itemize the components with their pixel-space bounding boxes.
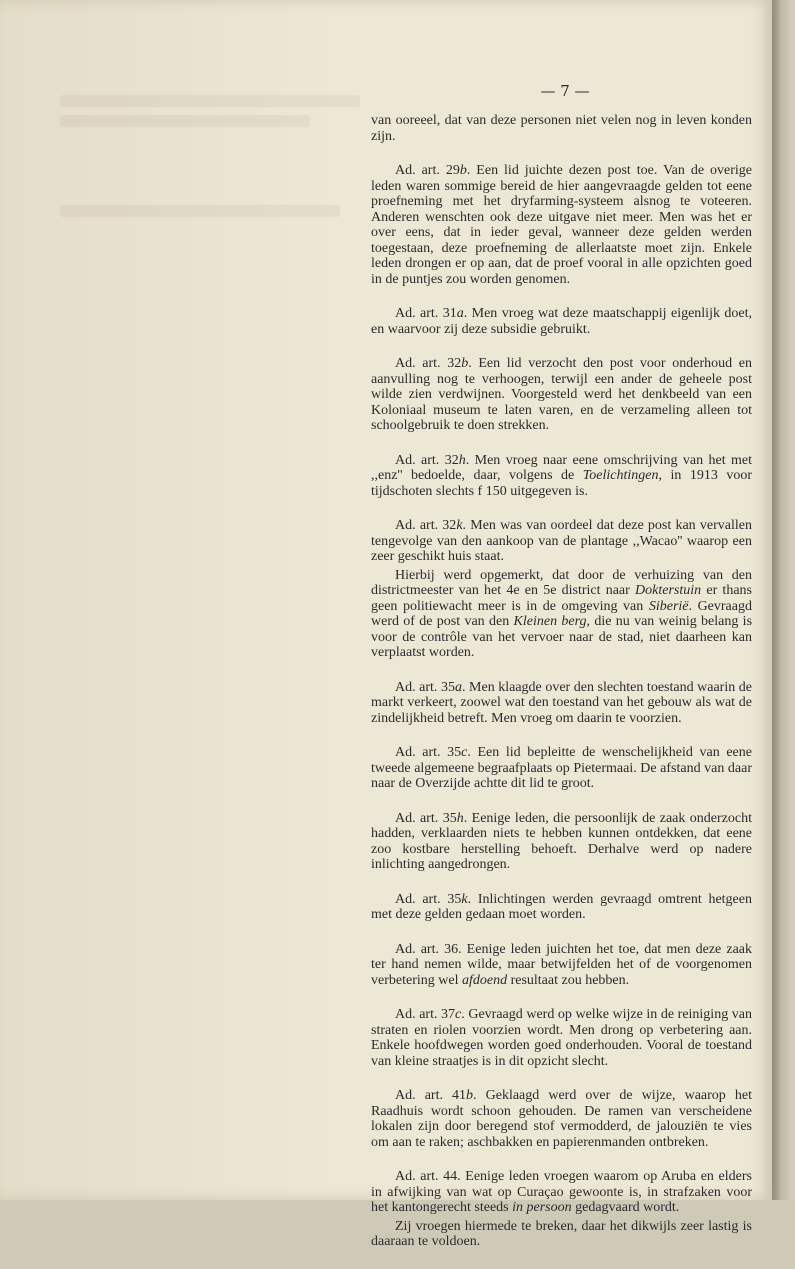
text-run: Ad. art. 32 (395, 452, 459, 468)
text-run: . Men vroeg naar eene omschrijving van het met ,,enz'' bedoelde, daar, volgens de (371, 452, 752, 483)
text-run: resultaat zou hebben. (507, 972, 630, 988)
italic-text: c (455, 1007, 462, 1022)
paragraph (371, 680, 752, 727)
italic-text: b (461, 356, 469, 371)
paragraph (371, 892, 752, 923)
italic-text: h (456, 810, 464, 826)
text-run: . Geklaagd werd over de wijze, waarop het Raadhuis wordt schoon gehouden. De ramen van verscheidene lokalen zijn door beregend stof vermodderd, de jalouziën te vies om aan te raken; aschbakken en papierenmanden ontbreken. (371, 1088, 752, 1150)
italic-text: h (458, 452, 466, 468)
text-run: Ad. art. 44. Eenige leden vroegen waarom op Aruba en elders in afwijking van wat op Curaçao gewoonte is, in strafzaken voor het kantongerecht steeds (371, 1169, 752, 1215)
text-run: Ad. art. 35 (395, 810, 457, 826)
italic-text: in persoon (512, 1200, 572, 1215)
bleed-through-shadow (60, 115, 310, 127)
paragraph (371, 1007, 752, 1069)
text-run: Ad. art. 31 (395, 306, 457, 321)
text-run: er thans geen politiewacht meer is in de omgeving van (371, 583, 752, 614)
paragraph (371, 113, 752, 144)
text-run: Ad. art. 36. Eenige leden juichten het toe, dat men deze zaak ter hand nemen wilde, maar betwijfelden het of de voorgenomen verbetering wel (371, 941, 752, 988)
text-run: Ad. art. 32 (395, 356, 462, 371)
text-run: Ad. art. 35 (395, 679, 455, 695)
italic-text: afdoend (461, 972, 508, 988)
text-run: . Gevraagd werd op welke wijze in de reiniging van straten en riolen voorzien wordt. Men drong op verbetering aan. Enkele hoofdwegen worden goed onderhouden. Vooral de toestand van kleine straatjes is in dit opzicht slecht. (371, 1007, 752, 1069)
paragraph (371, 518, 752, 565)
italic-text: a (454, 679, 462, 695)
paragraph (371, 356, 752, 434)
text-run: gedagvaard wordt. (571, 1200, 680, 1215)
text-run: Ad. art. 35 (395, 891, 462, 907)
paragraph (371, 1219, 752, 1250)
text-run: Ad. art. 41 (395, 1088, 467, 1103)
italic-text: Kleinen berg (513, 614, 587, 629)
italic-text: b (459, 163, 467, 178)
text-run: . Een lid bepleitte de wenschelijkheid van eene tweede algemeene begraafplaats op Pietermaai. De afstand van daar naar de Overzijde achtte dit lid te groot. (371, 745, 752, 791)
text-run: . Gevraagd werd of de post van den (371, 598, 752, 629)
text-run: . Een lid juichte dezen post toe. Van de overige leden waren sommige bereid de hier aangevraagde gelden tot eene proefneming met het dryfarming-systeem alsnog te voteeren. Anderen wenschten ook deze uitgave niet meer. Men was het er over eens, dat in ieder geval, wanneer deze gelden werden toegestaan, deze proefneming de allerlaatste moet zijn. Enkele leden drongen er op aan, dat de proef vooral in alle opzichten goed in de puntjes zou worden genomen. (371, 163, 752, 287)
italic-text: a (456, 306, 464, 321)
italic-text: b (466, 1088, 474, 1103)
text-run: . Inlichtingen werden gevraagd omtrent hetgeen met deze gelden gedaan moet worden. (371, 891, 752, 922)
bleed-through-shadow (60, 95, 360, 107)
paragraph (371, 453, 752, 500)
text-run: . Een lid verzocht den post voor onderhoud en aanvulling nog te verhoogen, terwijl een ander de geheele post wilde zien verdwijnen. Voorgesteld werd het denkbeeld van een Koloniaal museum te laten varen, en de verzameling alleen tot schoolgebruik te doen strekken. (371, 356, 752, 433)
italic-text: c (461, 745, 468, 760)
text-run: . Eenige leden, die persoonlijk de zaak onderzocht hadden, verklaarden niets te hebben kunnen ontdekken, dat eene zoo kostbare herstelling behoeft. Derhalve werd op nadere inlichting aangedrongen. (371, 810, 752, 872)
paragraph (371, 942, 752, 989)
text-run: , in 1913 voor tijdschoten slechts f 150 uitgegeven is. (371, 468, 752, 499)
italic-text: Siberië (648, 598, 689, 614)
italic-text: Toelichtingen (582, 468, 659, 483)
paragraph (371, 306, 752, 337)
text-run: . Men klaagde over den slechten toestand waarin de markt verkeert, zoowel wat den toestand van het gebouw als wat de zindelijkheid betreft. Men vroeg om daarin te voorzien. (371, 679, 752, 726)
text-run: . Men was van oordeel dat deze post kan vervallen tengevolge van den aankoop van de plantage ,,Wacao'' waarop een zeer geschikt huis staat. (371, 518, 752, 564)
paragraph (371, 1169, 752, 1216)
body-text (371, 113, 752, 1269)
text-run: Ad. art. 37 (395, 1007, 456, 1022)
paragraph (371, 811, 752, 873)
page-edge (772, 0, 795, 1200)
text-run: van ooreeel, dat van deze personen niet velen nog in leven konden zijn. (371, 113, 752, 144)
text-run: Ad. art. 29 (395, 163, 460, 178)
bleed-through-shadow (60, 205, 340, 217)
italic-text: k (461, 891, 468, 907)
italic-text: Dokterstuin (635, 583, 702, 598)
text-run: . Men vroeg wat deze maatschappij eigenlijk doet, en waarvoor zij deze subsidie gebruikt. (371, 306, 752, 337)
text-run: , die nu van weinig belang is voor de contrôle van het vervoer naar de stad, niet daarheen kan verplaatst worden. (371, 614, 753, 660)
paragraph (371, 1088, 752, 1150)
text-run: Ad. art. 35 (395, 745, 462, 760)
paragraph (371, 568, 752, 661)
paragraph (371, 163, 752, 287)
text-run: Zij vroegen hiermede te breken, daar het dikwijls zeer lastig is daaraan te voldoen. (371, 1218, 752, 1249)
italic-text: k (456, 518, 463, 533)
paragraph (371, 745, 752, 792)
text-run: Ad. art. 32 (395, 518, 457, 533)
page-number: — 7 — (540, 82, 590, 100)
text-run: Hierbij werd opgemerkt, dat door de verhuizing van den districtmeester van het 4e en 5e district naar (371, 567, 752, 598)
